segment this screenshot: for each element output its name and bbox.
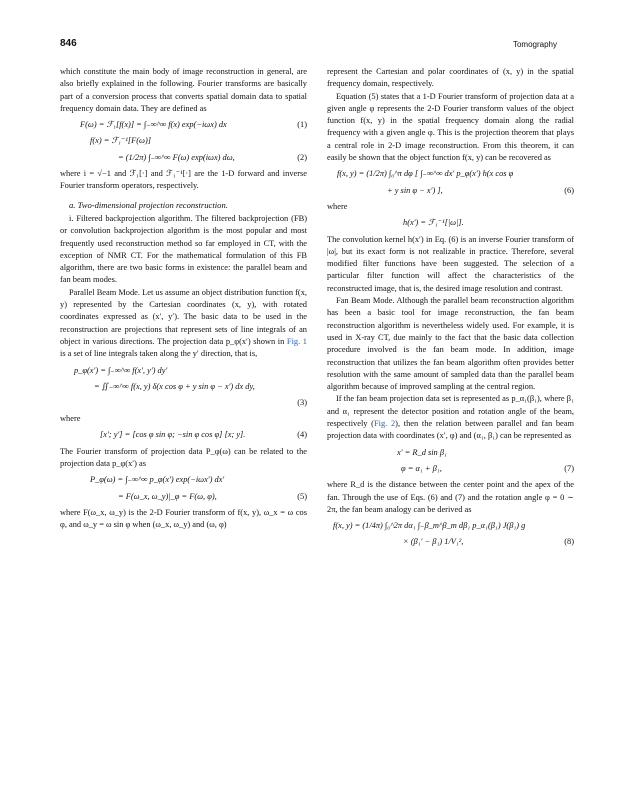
- equation-number: (5): [297, 491, 307, 501]
- equation-5a: P_φ(ω) = ∫₋∞^∞ p_φ(x′) exp(−iωx′) dx′: [90, 475, 225, 485]
- paragraph: i. Filtered backprojection algorithm. The filtered backprojection (FB) or convolution backprojection algorithm is the most popular and most frequently used reconstruction method so far employed in CT, with the exception of NMR CT. For the mathematical formulation of this FB algorithm, there are two basic forms in existence: the parallel beam and fan beam modes.: [60, 213, 307, 285]
- page-number: 846: [60, 38, 77, 49]
- equation-6b: + y sin φ − x′) ], (6): [327, 185, 574, 197]
- equation-3b: = ∬₋∞^∞ f(x, y) δ(x cos φ + y sin φ − x′) dx dy,: [94, 381, 255, 391]
- equation-6a: f(x, y) = (1/2π) ∫₀^π dφ [ ∫₋∞^∞ dx′ p_φ(x′) h(x cos φ: [337, 169, 514, 179]
- paragraph: which constitute the main body of image reconstruction in general, are also briefly explained in the following. Fourier transforms are basically part of a conversion process that converts spatial domain data to spatial frequency domain data. They are defined as: [60, 67, 307, 113]
- paragraph: where: [327, 201, 348, 211]
- paragraph: The convolution kernel h(x′) in Eq. (6) is an inverse Fourier transform of |ω|, but its exact form is not realizable in practice. Therefore, several modified filter functions have been suggested. The selection of a particular filter function will affect the characteristics of the reconstructed image, that is, the desired image resolution and contrast.: [327, 234, 574, 293]
- equation-number: (1): [297, 120, 307, 130]
- equation-8a: f(x, y) = (1/4π) ∫₀^2π dα₁ ∫₋β_m^β_m dβ₁ p_α₁(β₁) J(β₁) g: [333, 521, 526, 531]
- paragraph: represent the Cartesian and polar coordinates of (x, y) in the spatial frequency domain, respectively.: [327, 67, 574, 89]
- equation-5b: = F(ω_x, ω_y)|_φ = F(ω, φ), (5): [60, 491, 307, 503]
- paragraph: where i = √−1 and ℱ₁[·] and ℱ₁⁻¹[·] are the 1-D forward and inverse Fourier transform operators, respectively.: [60, 169, 307, 191]
- paragraph: where: [60, 414, 81, 424]
- equation-1b: f(x) = ℱ₁⁻¹[F(ω)]: [90, 136, 152, 146]
- left-column: [60, 66, 307, 532]
- paragraph: where R_d is the distance between the center point and the apex of the fan. Through the use of Eqs. (6) and (7) and the rotation angle φ = 0 ∼ 2π, the fan beam analogy can be derived as: [327, 480, 574, 514]
- equation-3-number: [60, 397, 307, 409]
- paragraph: where F(ω_x, ω_y) is the 2-D Fourier transform of f(x, y), ω_x = ω cos φ, and ω_y = ω sin φ when (ω_x, ω_y) and (ω, φ): [60, 507, 307, 530]
- running-title: Tomography: [512, 40, 557, 49]
- paragraph: If the fan beam projection data set is represented as p_α₁(β₁), where β₁ and α₁ represent the detector position and rotation angle of the beam, respectively (Fig. 2), then the relation between parallel and fan beam projection data with coordinates (x′, φ) and (α₁, β₁) can be represented as: [327, 394, 575, 441]
- equation-4: [x′; y′] = [cos φ sin φ; −sin φ cos φ] [x; y]. (4): [60, 429, 307, 441]
- equation-8b: × (β₁′ − β₁) 1/V₁², (8): [327, 536, 574, 548]
- equation-7a: x′ = R_d sin β₁: [397, 447, 447, 457]
- paragraph: Fan Beam Mode. Although the parallel beam reconstruction algorithm has been a basic tool for image reconstruction, the fan beam reconstruction algorithm is nevertheless widely used. For example, it is used in X-ray CT, due mainly to the fact that the basic data collection procedure involved is the fan beam mode. In addition, image reconstruction that utilizes the fan beam algorithm often provides better resolution with the same amount of sampled data than the parallel beam algorithm because of improved sampling at the central region.: [327, 296, 574, 392]
- equation-number: (8): [564, 537, 574, 547]
- equation-7b: φ = α₁ + β₁, (7): [327, 463, 574, 475]
- paragraph: The Fourier transform of projection data P_φ(ω) can be related to the projection data p_φ(x′) as: [60, 446, 307, 469]
- equation-number: (6): [564, 185, 574, 195]
- figure-link[interactable]: Fig. 1: [286, 336, 307, 346]
- equation-number: (7): [564, 463, 574, 473]
- equation-h: h(x′) = ℱ₁⁻¹[|ω|].: [403, 218, 464, 228]
- right-column: [327, 66, 574, 553]
- equation-number: (3): [297, 398, 307, 408]
- paragraph: Equation (5) states that a 1-D Fourier transform of projection data at a given angle φ represents the 2-D Fourier transform values of the object function f(x, y) in the spatial frequency domain along the radial frequency with a given angle φ. This is the projection theorem that plays a central role in 2-D image reconstruction. From this theorem, it can easily be shown that the object function f(x, y) can be recovered as: [327, 91, 574, 163]
- figure-link[interactable]: Fig. 2: [373, 419, 396, 429]
- paragraph: Parallel Beam Mode. Let us assume an object distribution function f(x, y) represented by the Cartesian coordinates (x, y), with rotated coordinates expressed as (x′, y′). The basic data to be used in the reconstruction are projections that represent sets of line integrals of an object in various directions. The projection data p_φ(x′) shown in Fig. 1 is a set of line integrals taken along the y′ direction, that is,: [60, 287, 307, 359]
- section-heading: a. Two-dimensional projection reconstruction.: [69, 199, 228, 210]
- equation-1: F(ω) = ℱ₁[f(x)] = ∫₋∞^∞ f(x) exp(−iωx) dx (1): [60, 119, 307, 131]
- equation-3a: p_φ(x′) = ∫₋∞^∞ f(x′, y′) dy′: [74, 365, 168, 375]
- equation-number: (4): [297, 430, 307, 440]
- equation-2: = (1/2π) ∫₋∞^∞ F(ω) exp(iωx) dω, (2): [60, 152, 307, 164]
- equation-number: (2): [297, 152, 307, 162]
